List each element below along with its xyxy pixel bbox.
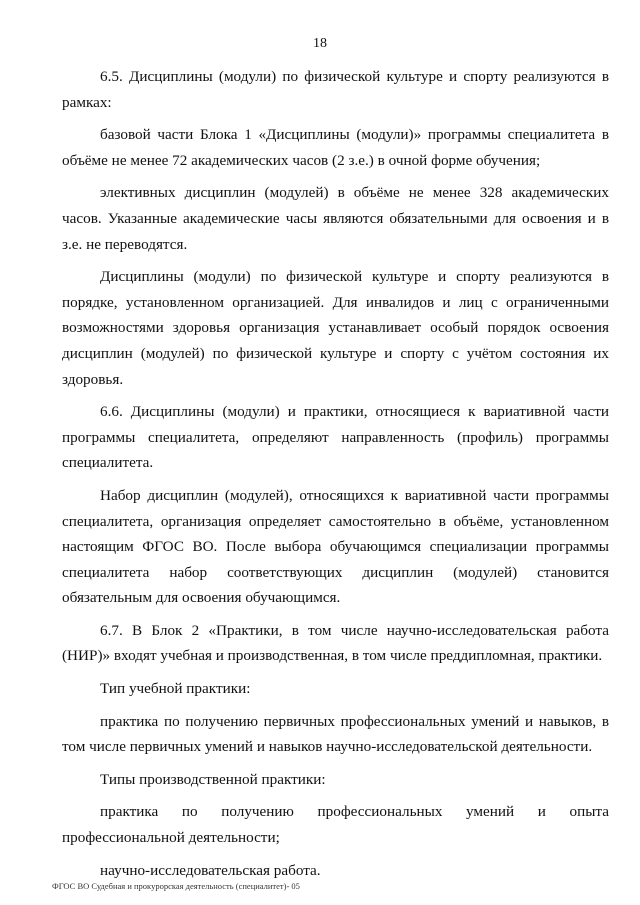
paragraph-variative-set: Набор дисциплин (модулей), относящихся к вариативной части программы специалитета, организация определяет самостоятельно в объёме, установленном настоящим ФГОС ВО. После выбора обучающимся специализации программы специалитета набор соответствующих дисциплин (модулей) становится обязательным для освоения обучающимся. — [62, 486, 609, 607]
paragraph-elective: элективных дисциплин (модулей) в объёме не менее 328 академических часов. Указанные академические часы являются обязательными для освоения и в з.е. не переводятся. — [62, 184, 609, 253]
paragraph-research-work: научно-исследовательская работа. — [100, 861, 321, 879]
paragraph-primary-skills: практика по получению первичных профессиональных умений и навыков, в том числе первичных умений и навыков научно-исследовательской деятельности. — [62, 712, 609, 756]
paragraph-production-practice-types: Типы производственной практики: — [100, 770, 326, 788]
document-body — [62, 64, 609, 883]
paragraph-educational-practice-type: Тип учебной практики: — [100, 680, 251, 698]
paragraph-6-5: 6.5. Дисциплины (модули) по физической культуре и спорту реализуются в рамках: — [62, 68, 609, 111]
paragraph-basic-part: базовой части Блока 1 «Дисциплины (модули)» программы специалитета в объёме не менее 72 академических часов (2 з.е.) в очной форме обучения; — [62, 126, 609, 169]
paragraph-6-6: 6.6. Дисциплины (модули) и практики, относящиеся к вариативной части программы специалитета, определяют направленность (профиль) программы специалитета. — [62, 403, 609, 472]
page-number: 18 — [313, 36, 327, 51]
paragraph-6-7: 6.7. В Блок 2 «Практики, в том числе научно-исследовательская работа (НИР)» входят учебная и производственная, в том числе преддипломная, практики. — [62, 621, 609, 665]
paragraph-pe-procedure: Дисциплины (модули) по физической культуре и спорту реализуются в порядке, установленном организацией. Для инвалидов и лиц с ограниченными возможностями здоровья организация устанавливает особый порядок освоения дисциплин (модулей) по физической культуре и спорту с учётом состояния их здоровья. — [62, 268, 609, 388]
paragraph-professional-skills: практика по получению профессиональных умений и опыта профессиональной деятельности; — [62, 803, 609, 847]
page-footer: ФГОС ВО Судебная и прокурорская деятельность (специалитет)- 05 — [52, 881, 300, 891]
